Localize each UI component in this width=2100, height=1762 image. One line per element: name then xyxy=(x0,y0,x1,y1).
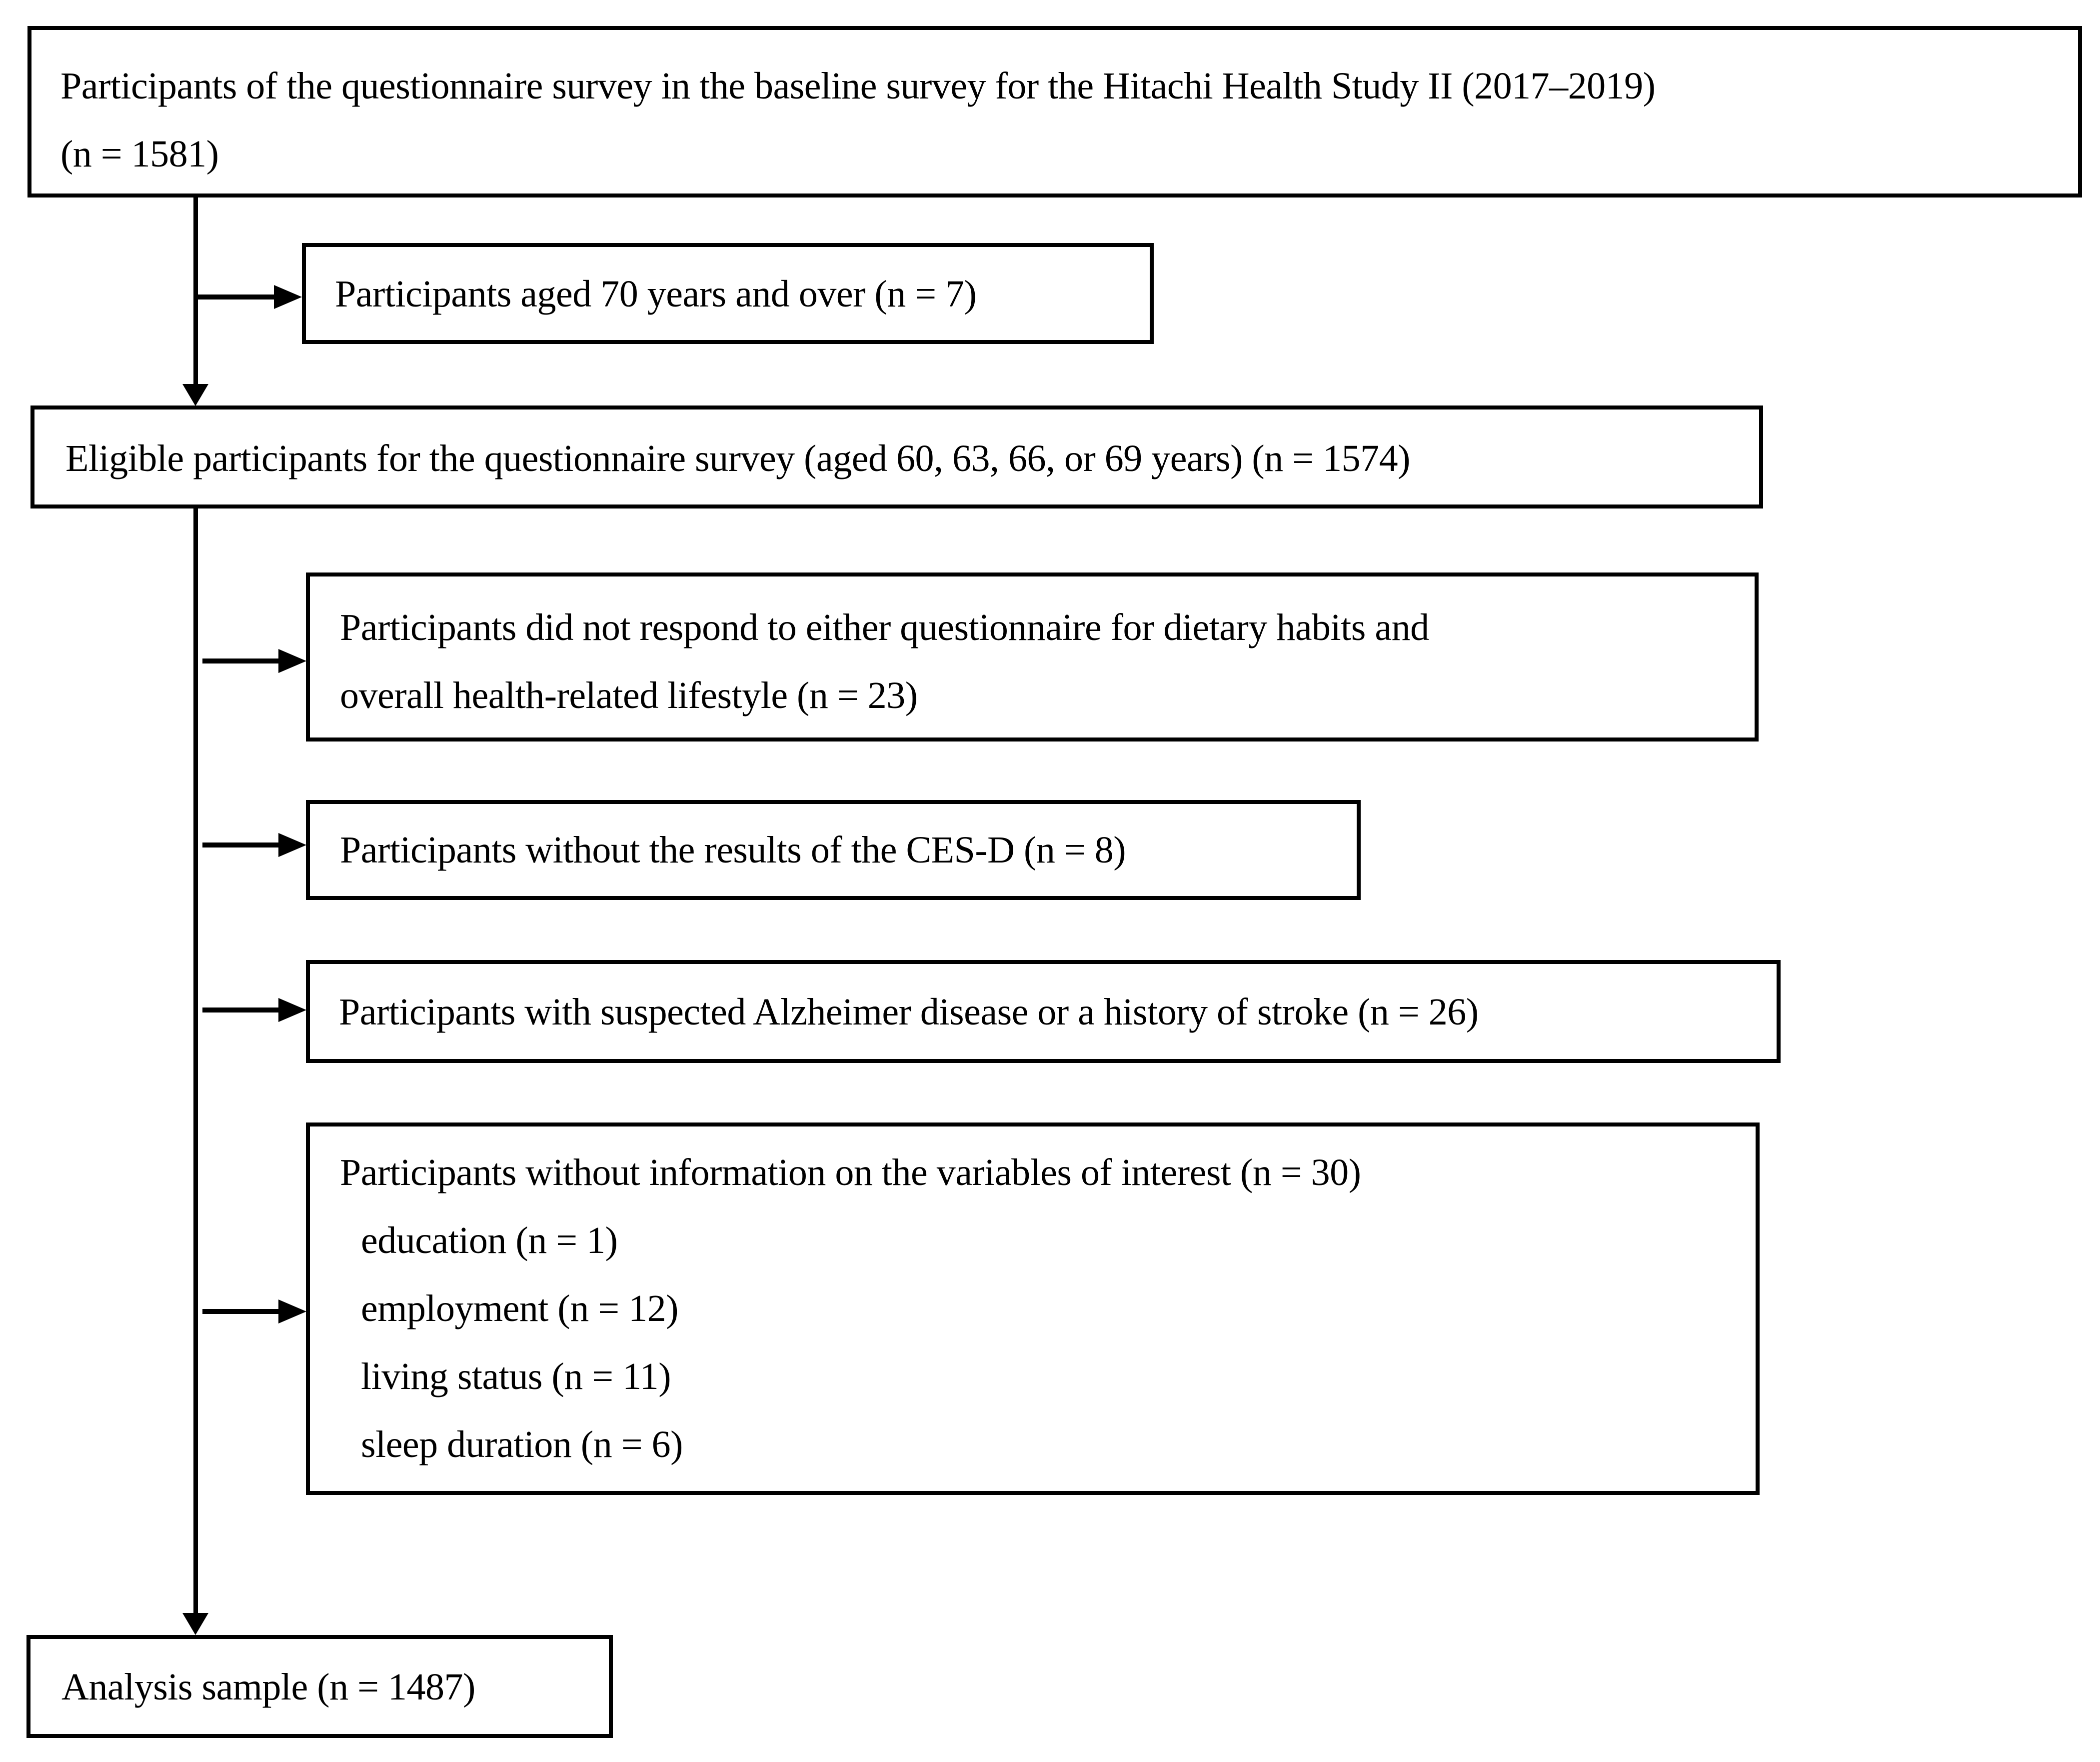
exclusion-no-response-text xyxy=(340,594,1429,730)
exclusion-no-response-line-1: Participants did not respond to either questionnaire for dietary habits and xyxy=(340,606,1429,648)
start-line-2: (n = 1581) xyxy=(60,133,219,175)
exclusion-box-cesd xyxy=(306,800,1361,900)
exclusion-box-no-response xyxy=(306,572,1759,742)
analysis-sample-box xyxy=(26,1635,613,1738)
exclusion-alzheimer-stroke-text: Participants with suspected Alzheimer disease or a history of stroke (n = 26) xyxy=(339,991,1479,1033)
branch-line-1 xyxy=(196,294,276,300)
branch-line-3 xyxy=(202,842,280,848)
arrow-down-icon xyxy=(182,1613,208,1635)
branch-line-2 xyxy=(202,658,280,664)
arrow-right-icon xyxy=(278,833,306,857)
exclusion-age-text: Participants aged 70 years and over (n = 7) xyxy=(335,273,977,315)
start-box xyxy=(27,26,2082,198)
exclusion-box-alzheimer-stroke xyxy=(306,960,1781,1063)
exclusion-missing-variables-text xyxy=(340,1138,1361,1478)
exclusion-cesd-text: Participants without the results of the CES-D (n = 8) xyxy=(340,829,1126,871)
missing-variable-item-education: education (n = 1) xyxy=(361,1220,618,1262)
branch-line-5 xyxy=(202,1309,280,1314)
missing-variable-item-employment: employment (n = 12) xyxy=(361,1288,678,1330)
eligible-box-text: Eligible participants for the questionnaire survey (aged 60, 63, 66, or 69 years) (n = 1574) xyxy=(65,438,1410,480)
arrow-right-icon xyxy=(278,1300,306,1324)
exclusion-box-missing-variables xyxy=(306,1122,1760,1495)
main-flow-line-2 xyxy=(193,508,198,1614)
missing-variable-item-living-status: living status (n = 11) xyxy=(361,1356,671,1398)
arrow-right-icon xyxy=(278,998,306,1022)
arrow-right-icon xyxy=(274,285,302,309)
start-box-text xyxy=(60,52,1655,188)
eligible-box xyxy=(30,406,1763,508)
branch-line-4 xyxy=(202,1008,280,1012)
missing-variable-item-sleep-duration: sleep duration (n = 6) xyxy=(361,1424,683,1466)
analysis-sample-text: Analysis sample (n = 1487) xyxy=(61,1666,475,1708)
main-flow-line-1 xyxy=(193,198,198,388)
arrow-down-icon xyxy=(182,384,208,406)
exclusion-box-age xyxy=(302,243,1154,344)
start-line-1: Participants of the questionnaire survey in the baseline survey for the Hitachi Health Study II (2017–2019) xyxy=(60,65,1656,107)
arrow-right-icon xyxy=(278,649,306,673)
exclusion-missing-variables-header: Participants without information on the variables of interest (n = 30) xyxy=(340,1152,1361,1194)
exclusion-no-response-line-2: overall health-related lifestyle (n = 23) xyxy=(340,674,918,716)
